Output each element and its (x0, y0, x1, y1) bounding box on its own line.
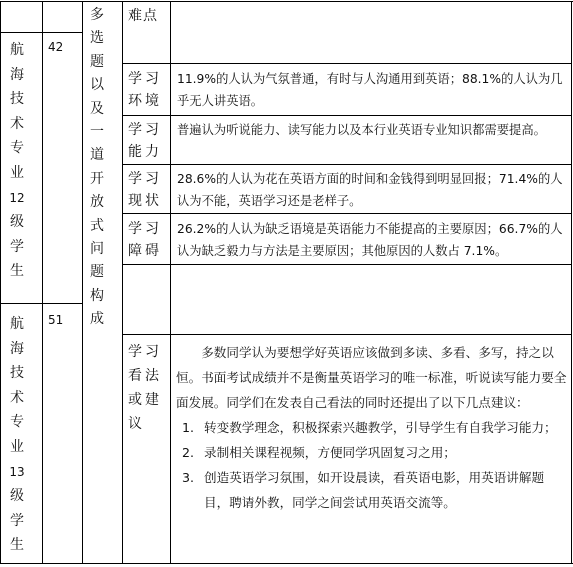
row-label-line: 能力 (128, 144, 162, 160)
group1-char: 12 (9, 190, 25, 205)
suggestion-item (176, 415, 567, 440)
opinion-label (128, 340, 162, 436)
row-label-line: 现状 (128, 193, 162, 209)
row-label-line: 障碍 (128, 243, 162, 259)
row-label (128, 68, 162, 112)
suggestion-list (176, 415, 567, 515)
opinion-body (176, 340, 567, 515)
suggestion-item (176, 440, 567, 465)
composition-char: 开 (90, 170, 104, 187)
composition-text (88, 4, 106, 332)
suggestion-text: 录制相关课程视频，方便同学巩固复习之用； (204, 445, 456, 460)
opinion-label-line: 或建 (128, 392, 162, 408)
composition-char: 题 (90, 264, 104, 281)
group1-name (8, 38, 26, 284)
table-border-top (0, 1, 573, 2)
row-label-line: 学习 (128, 71, 162, 87)
group1-char: 海 (10, 66, 24, 83)
composition-char: 及 (90, 100, 104, 117)
row-divider-1 (122, 63, 572, 64)
row-label (128, 218, 162, 262)
row-text: 11.9%的人认为气氛普通，有时与人沟通用到英语；88.1%的人认为几乎无人讲英语。 (177, 72, 563, 108)
group1-char: 生 (10, 263, 24, 280)
row-label-line: 学习 (128, 122, 162, 138)
group2-name (8, 312, 26, 558)
col-divider-2 (82, 1, 83, 564)
group2-char: 航 (10, 316, 24, 332)
suggestion-item (176, 465, 567, 515)
row-divider-2 (122, 115, 572, 116)
composition-char: 问 (90, 241, 104, 258)
suggestion-num: 3. (182, 470, 195, 485)
group2-char: 业 (10, 438, 24, 455)
composition-char: 式 (90, 217, 104, 234)
row-divider-5 (122, 264, 572, 265)
table-border-bottom (0, 563, 573, 564)
difficulty-header: 难点 (128, 8, 158, 24)
composition-char: 成 (90, 311, 104, 328)
suggestion-num: 1. (182, 420, 195, 435)
opinion-label-line: 看法 (128, 368, 162, 384)
row-label-line: 学习 (128, 171, 162, 187)
opinion-intro: 多数同学认为要想学好英语应该做到多读、多看、多写，持之以恒。书面考试成绩并不是衡量英语学习的唯一标准，听说读写能力要全面发展。同学们在发表自己看法的同时还提出了以下几点建议： (176, 345, 567, 410)
group1-char: 航 (10, 42, 24, 58)
group2-char: 术 (10, 389, 24, 406)
group2-count: 51 (48, 313, 64, 327)
composition-char: 题 (90, 53, 104, 70)
row-label-line: 学习 (128, 221, 162, 237)
row-label-line: 环境 (128, 93, 162, 109)
group2-char: 13 (9, 464, 25, 479)
group2-char: 生 (10, 537, 24, 554)
group2-char: 专 (10, 414, 24, 431)
col-divider-3 (122, 1, 123, 564)
group1-char: 术 (10, 115, 24, 132)
row-divider-header-left (0, 32, 82, 33)
suggestion-num: 2. (182, 445, 195, 460)
group2-char: 海 (10, 340, 24, 357)
group1-char: 专 (10, 140, 24, 157)
composition-char: 放 (90, 194, 104, 211)
row-divider-6 (122, 334, 572, 335)
opinion-label-line: 学习 (128, 344, 162, 360)
composition-char: 以 (90, 77, 104, 94)
row-divider-3 (122, 164, 572, 165)
row-text: 28.6%的人认为花在英语方面的时间和金钱得到明显回报；71.4%的人认为不能，英语学习还是老样子。 (177, 172, 563, 208)
col-divider-1 (42, 1, 43, 564)
suggestion-text: 创造英语学习氛围，如开设晨读，看英语电影，用英语讲解题目，聘请外教，同学之间尝试用英语交流等。 (204, 470, 545, 510)
row-divider-group (0, 303, 82, 304)
group1-count: 42 (48, 40, 64, 54)
row-text: 普遍认为听说能力、读写能力以及本行业英语专业知识都需要提高。 (177, 123, 546, 137)
group2-char: 技 (10, 365, 24, 382)
row-label (128, 168, 162, 212)
table-border-right (571, 1, 572, 564)
group1-char: 级 (10, 214, 24, 231)
group1-char: 学 (10, 238, 24, 255)
composition-char: 道 (90, 147, 104, 164)
row-text: 26.2%的人认为缺乏语境是英语能力不能提高的主要原因；66.7%的人认为缺乏毅力与方法是主要原因；其他原因的人数占 7.1%。 (177, 222, 563, 258)
row-divider-4 (122, 213, 572, 214)
group1-char: 业 (10, 164, 24, 181)
composition-char: 选 (90, 30, 104, 47)
composition-char: 多 (90, 7, 104, 23)
suggestion-text: 转变教学理念，积极探索兴趣教学，引导学生有自我学习能力； (204, 420, 557, 435)
group1-char: 技 (10, 91, 24, 108)
table-border-left (0, 1, 1, 564)
opinion-label-line: 议 (128, 416, 145, 432)
row-label (128, 119, 162, 163)
composition-char: 一 (90, 124, 104, 141)
group2-char: 学 (10, 512, 24, 529)
col-divider-4 (170, 1, 171, 564)
composition-char: 构 (90, 287, 104, 304)
group2-char: 级 (10, 488, 24, 505)
